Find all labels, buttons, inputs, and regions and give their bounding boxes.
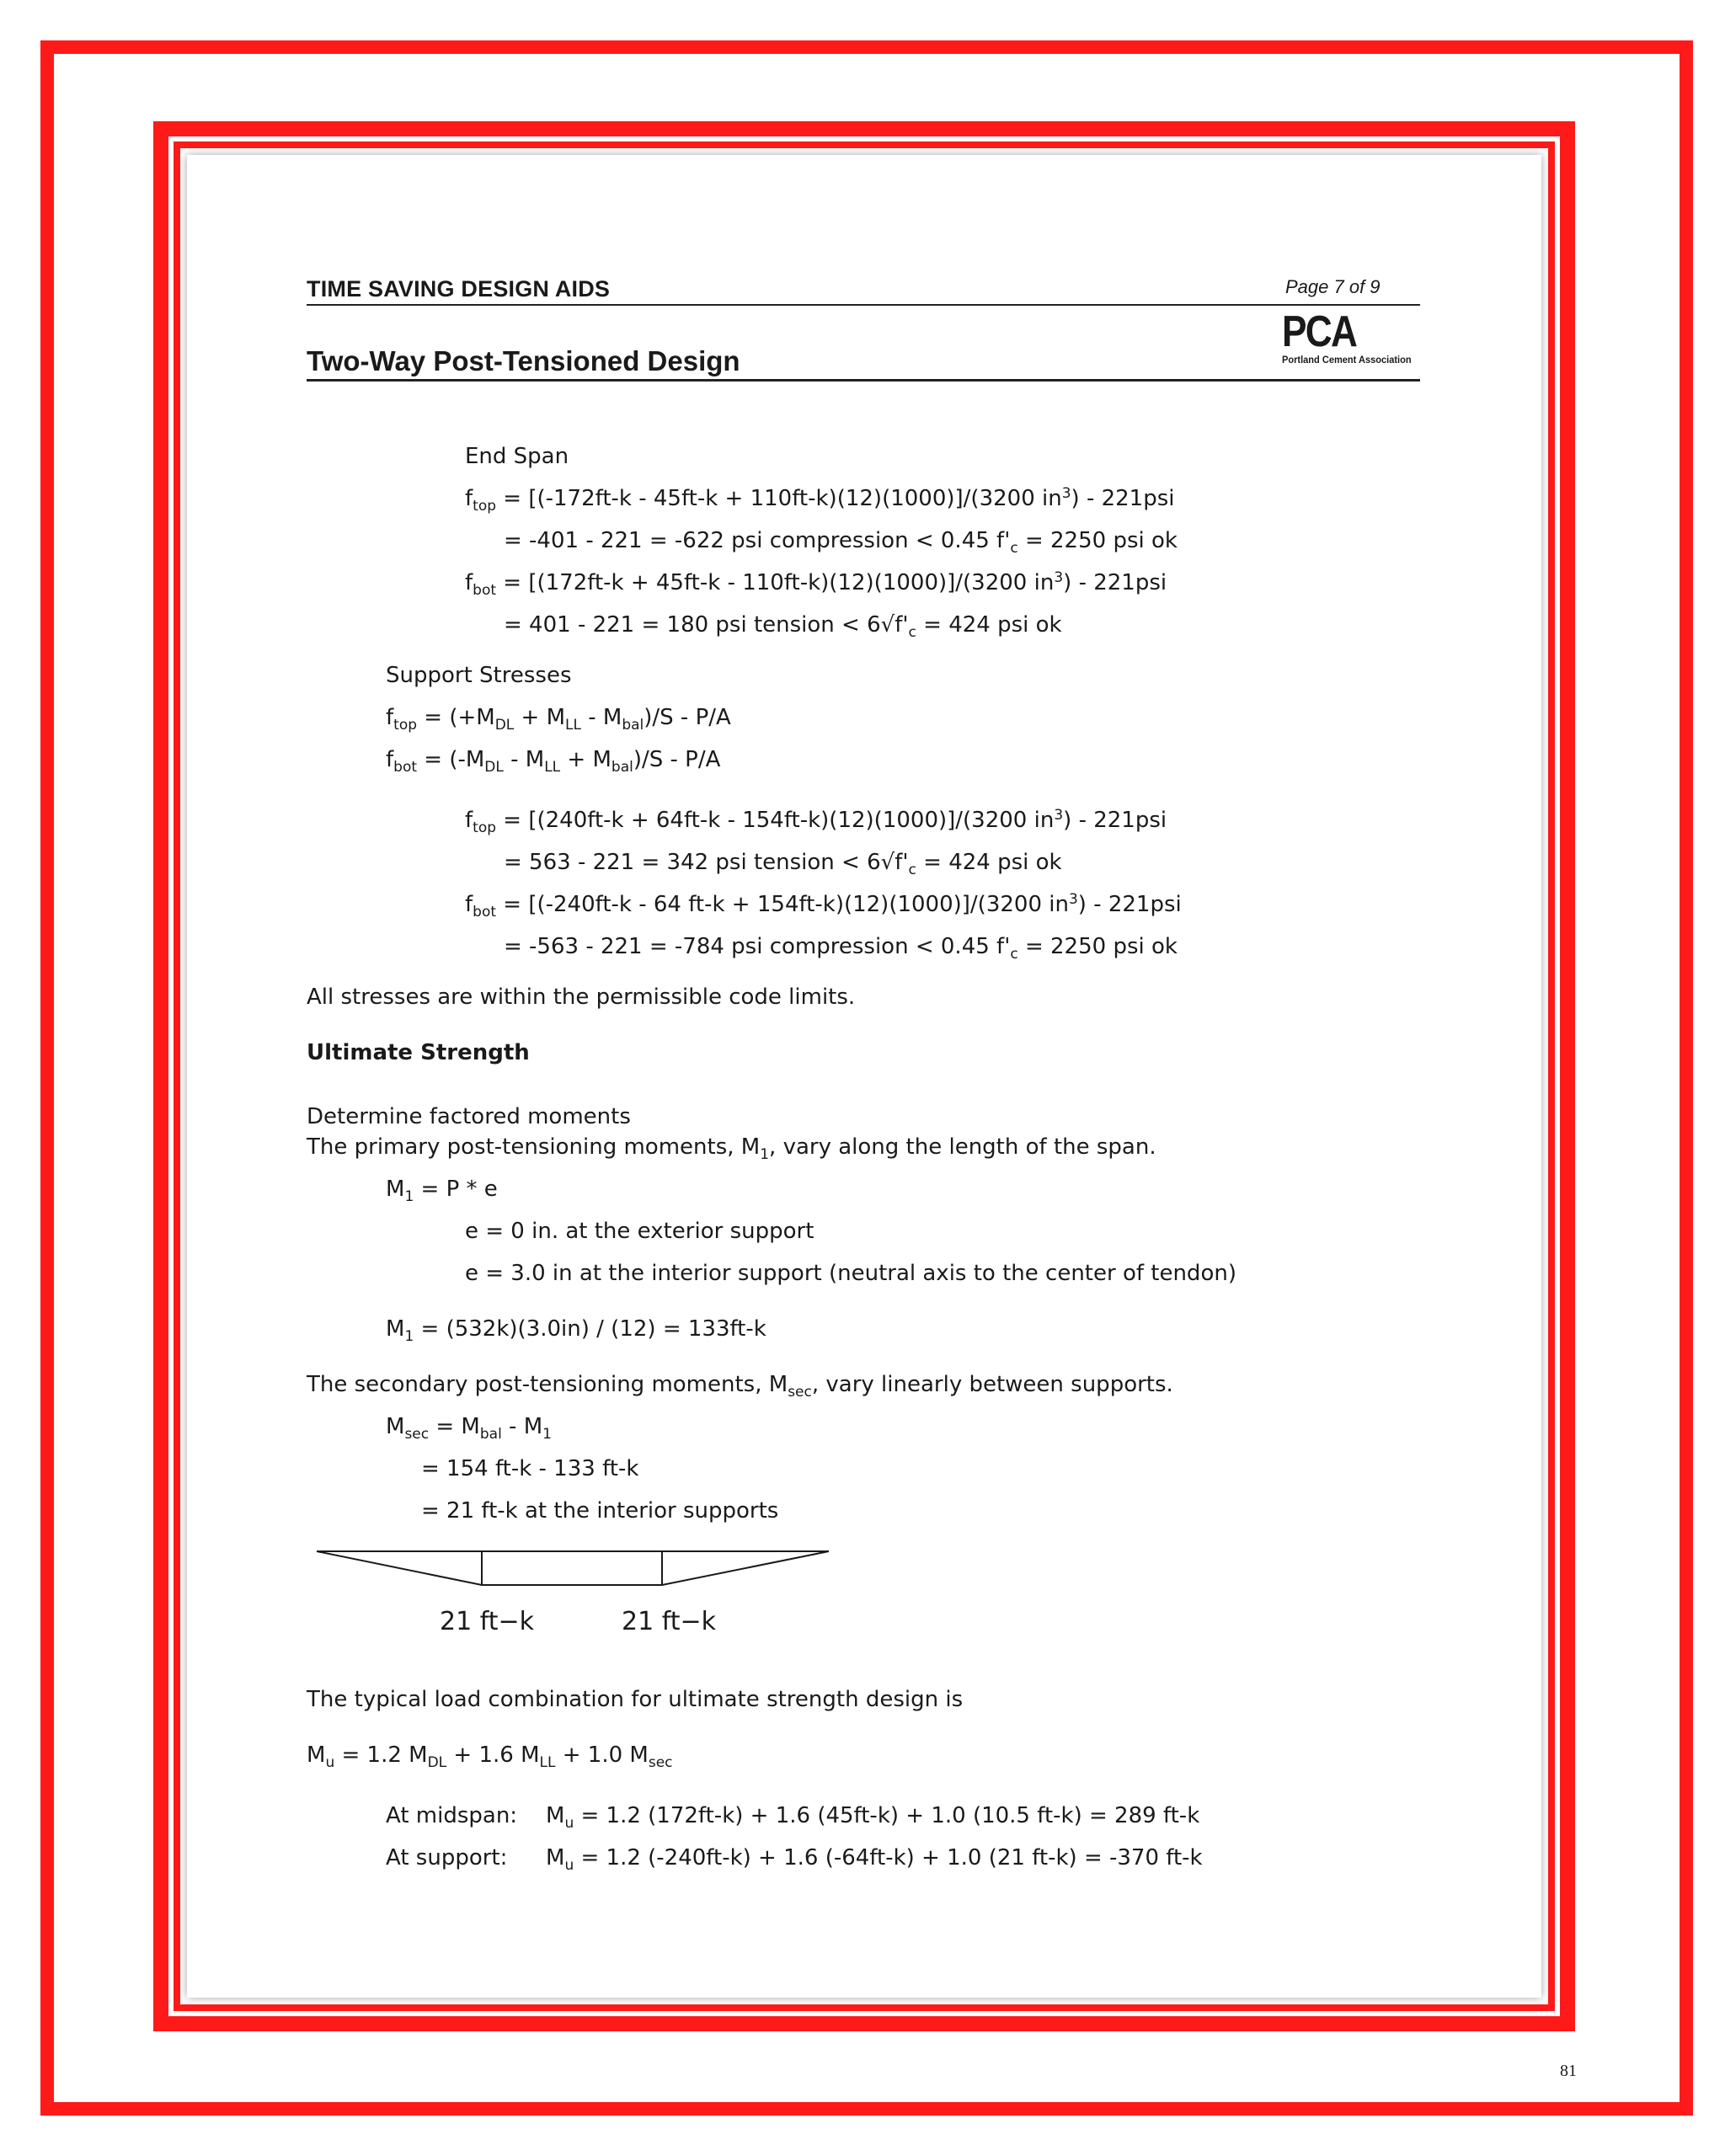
secondary-moment-diagram	[313, 1548, 832, 1598]
header-rule-bottom	[307, 379, 1420, 382]
support-ftop-result: = 563 - 221 = 342 psi tension < $6√f'_c = 424$ psi ok	[504, 850, 1062, 878]
load-combination-intro: The typical load combination for ultimate strength design is	[307, 1687, 964, 1712]
secondary-moments-text: The secondary post-tensioning moments, $M_{sec}$, vary linearly between supports.	[307, 1372, 1173, 1401]
end-span-ftop-eq: $f_{top} = [(-172ft-k - 45ft-k + 110ft-k)(12)(1000)]/(3200$ $in^3) - 221psi$	[465, 485, 1175, 515]
page-title: Two-Way Post-Tensioned Design	[307, 345, 740, 376]
determine-moments-text: Determine factored moments	[307, 1104, 631, 1129]
diagram-moment-outline	[317, 1551, 829, 1585]
support-ftop-general: $f_{top} = (+M_{DL} + M_{LL} - M_{bal})/S - P/A$	[386, 705, 731, 734]
midspan-label: At midspan:	[386, 1803, 518, 1828]
pca-logo	[1282, 307, 1425, 366]
support-fbot-general: $f_{bot} = (-M_{DL} - M_{LL} + M_{bal})/S - P/A$	[386, 747, 721, 776]
diagram-label-left: 21 ft−k	[440, 1607, 535, 1636]
mu-equation: $M_u = 1.2$ $M_{DL} + 1.6$ $M_{LL} + 1.0$ $M_{sec}$	[307, 1742, 673, 1771]
msec-step-2: = 154 ft-k - 133 ft-k	[421, 1456, 639, 1481]
diagram-label-right: 21 ft−k	[622, 1607, 717, 1636]
header-series: TIME SAVING DESIGN AIDS	[307, 276, 611, 302]
msec-step-3: = 21 ft-k at the interior supports	[421, 1498, 779, 1524]
msec-equation: $M_{sec} = M_{bal} - M_1$	[386, 1414, 552, 1443]
support-ftop-eq: $f_{top} = [(240ft-k + 64ft-k - 154ft-k)(12)(1000)]/(3200$ $in^3) - 221psi$	[465, 807, 1167, 836]
support-label: At support:	[386, 1845, 508, 1870]
end-span-fbot-result: = 401 - 221 = 180 psi tension < $6√f'_c = 424$ psi ok	[504, 612, 1062, 641]
end-span-heading: End Span	[465, 444, 569, 469]
support-equation: $M_u = 1.2$ (-240ft-k) + 1.6 (-64ft-k) + 1.0 (21 ft-k) = -370 ft-k	[546, 1845, 1203, 1874]
header-page-label: Page 7 of 9	[1285, 276, 1381, 297]
stress-conclusion: All stresses are within the permissible code limits.	[307, 985, 856, 1010]
m1-calculation: $M_1 = (532k)(3.0in) / (12) = 133ft-k$	[386, 1316, 766, 1345]
support-stresses-heading: Support Stresses	[386, 663, 572, 688]
m1-equation: $M_1 = P * e$	[386, 1177, 498, 1205]
header-rule-top	[307, 304, 1420, 306]
end-span-ftop-result: = -401 - 221 = -622 psi compression < 0.45 $f'_c = 2250$ psi ok	[504, 528, 1178, 557]
ultimate-strength-heading: Ultimate Strength	[307, 1040, 530, 1065]
midspan-equation: $M_u = 1.2$ (172ft-k) + 1.6 (45ft-k) + 1.0 (10.5 ft-k) = 289 ft-k	[546, 1803, 1200, 1832]
pca-logo-org: Portland Cement Association	[1282, 354, 1412, 366]
end-span-fbot-eq: $f_{bot} = [(172ft-k + 45ft-k - 110ft-k)(12)(1000)]/(3200$ $in^3) - 221psi$	[465, 569, 1167, 599]
pca-logo-mark: PCA	[1282, 307, 1357, 356]
support-fbot-eq: $f_{bot} = [(-240ft-k - 64$ ft-k + 154ft-k)(12)(1000)]/(3200 $in^3) - 221psi$	[465, 891, 1182, 921]
e-interior-text: e = 3.0 in at the interior support (neutral axis to the center of tendon)	[465, 1261, 1236, 1286]
page-number: 81	[1560, 2062, 1577, 2080]
e-exterior-text: e = 0 in. at the exterior support	[465, 1219, 814, 1244]
primary-moments-text: The primary post-tensioning moments, $M_1$, vary along the length of the span.	[307, 1134, 1156, 1163]
support-fbot-result: = -563 - 221 = -784 psi compression < 0.45 $f'_c = 2250$ psi ok	[504, 934, 1178, 963]
